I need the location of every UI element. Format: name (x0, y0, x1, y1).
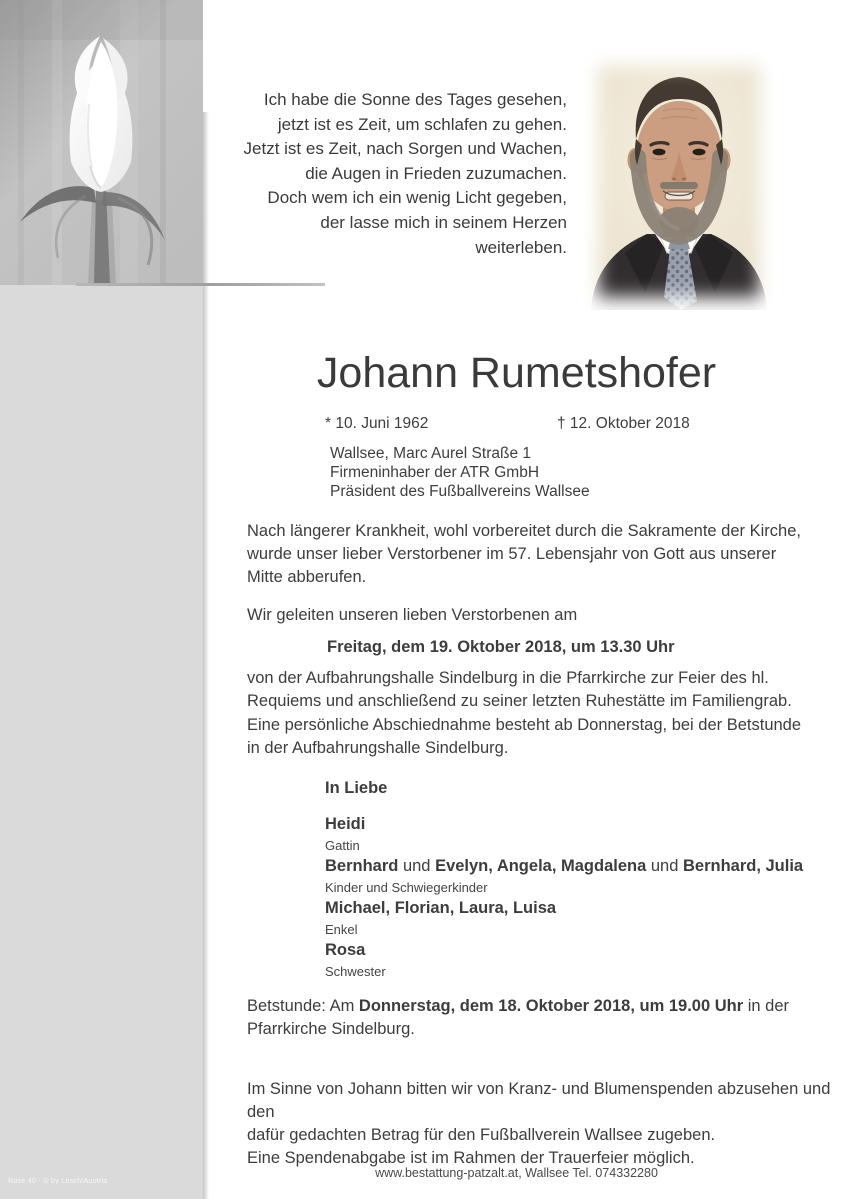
sidebar-panel (0, 0, 203, 1199)
rose-illustration (0, 0, 203, 285)
text-line: Eine Spendenabgabe ist im Rahmen der Trauerfeier möglich. (247, 1149, 695, 1167)
poem-line: der lasse mich in seinem Herzen weiterleben. (320, 212, 567, 257)
family-entry (325, 856, 803, 898)
family-name-part: Bernhard, Julia (682, 857, 804, 875)
betstunde-datetime: Donnerstag, dem 18. Oktober 2018, um 19.00 Uhr (358, 997, 744, 1015)
family-relation: Kinder und Schwiegerkinder (325, 880, 488, 895)
deceased-name: Johann Rumetshofer (316, 349, 717, 397)
text-line: von der Aufbahrungshalle Sindelburg in die Pfarrkirche zur Feier des hl. (247, 669, 769, 687)
sidebar-right-shadow (203, 112, 209, 1199)
poem-line: Doch wem ich ein wenig Licht gegeben, (267, 188, 567, 208)
text-line: Mitte abberufen. (247, 568, 367, 586)
family-name-connector: und (646, 857, 683, 875)
photo-vignette (585, 53, 773, 310)
farewell-paragraph (247, 714, 801, 759)
vital-dates (325, 415, 755, 435)
funeral-lead-in: Wir geleiten unseren lieben Verstorbenen am (247, 606, 578, 624)
poem-line: die Augen in Frieden zuzumachen. (305, 163, 567, 183)
horizontal-divider (76, 283, 325, 286)
honorary-title: Präsident des Fußballvereins Wallsee (330, 483, 590, 500)
text-line: Eine persönliche Abschiednahme besteht ab Donnerstag, bei der Betstunde (247, 716, 802, 734)
family-name-part: Evelyn, Angela, Magdalena (435, 857, 647, 875)
procession-paragraph (247, 667, 792, 712)
funeral-home-footer: www.bestattung-patzalt.at, Wallsee Tel. 074332280 (375, 1166, 658, 1180)
text-line: Pfarrkirche Sindelburg. (247, 1020, 415, 1038)
residence: Wallsee, Marc Aurel Straße 1 (330, 445, 531, 462)
portrait-photo (585, 53, 773, 310)
poem-line: Jetzt ist es Zeit, nach Sorgen und Wachen, (243, 139, 567, 159)
donation-paragraph (247, 1078, 848, 1170)
rose-copyright-caption: Rose 40 - © by Lösch/Austria (8, 1178, 108, 1185)
family-relation: Schwester (325, 964, 386, 979)
funeral-datetime: Freitag, dem 19. Oktober 2018, um 13.30 Uhr (327, 638, 675, 656)
family-relation: Enkel (325, 922, 358, 937)
family-name-connector: und (398, 857, 436, 875)
text-line: in der Aufbahrungshalle Sindelburg. (247, 738, 509, 757)
family-name-part: Bernhard (325, 857, 399, 875)
family-names: Michael, Florian, Laura, Luisa (325, 899, 557, 917)
poem (230, 88, 567, 260)
poem-line: jetzt ist es Zeit, um schlafen zu gehen. (277, 114, 567, 134)
family-section (325, 778, 803, 982)
family-names: Heidi (325, 815, 366, 833)
family-entry (325, 898, 803, 940)
announcement-paragraph (247, 520, 801, 589)
text-line: Nach längerer Krankheit, wohl vorbereitet durch die Sakramente der Kirche, (247, 522, 801, 540)
text-line: Requiems und anschließend zu seiner letzten Ruhestätte im Familiengrab. (247, 691, 792, 710)
family-entry (325, 940, 803, 982)
text-line: dafür gedachten Betrag für den Fußballverein Wallsee zugeben. (247, 1126, 716, 1144)
betstunde-prefix: Betstunde: Am (247, 997, 359, 1015)
betstunde-suffix: in der (743, 997, 789, 1015)
birth-date: * 10. Juni 1962 (325, 415, 429, 432)
family-entry (325, 814, 803, 856)
deceased-details (330, 444, 590, 501)
text-line: wurde unser lieber Verstorbener im 57. Lebensjahr von Gott aus unserer (247, 545, 777, 563)
death-date: † 12. Oktober 2018 (557, 415, 690, 432)
family-relation: Gattin (325, 838, 360, 853)
family-names: Rosa (325, 941, 366, 959)
family-heading: In Liebe (325, 779, 388, 797)
poem-line: Ich habe die Sonne des Tages gesehen, (263, 90, 567, 109)
betstunde-paragraph (247, 995, 822, 1041)
occupation: Firmeninhaber der ATR GmbH (330, 464, 540, 481)
text-line: Im Sinne von Johann bitten wir von Kranz- und Blumenspenden abzusehen und den (247, 1080, 831, 1121)
text-line (247, 995, 822, 1018)
family-names (325, 856, 803, 877)
white-rose-photo (0, 0, 203, 285)
